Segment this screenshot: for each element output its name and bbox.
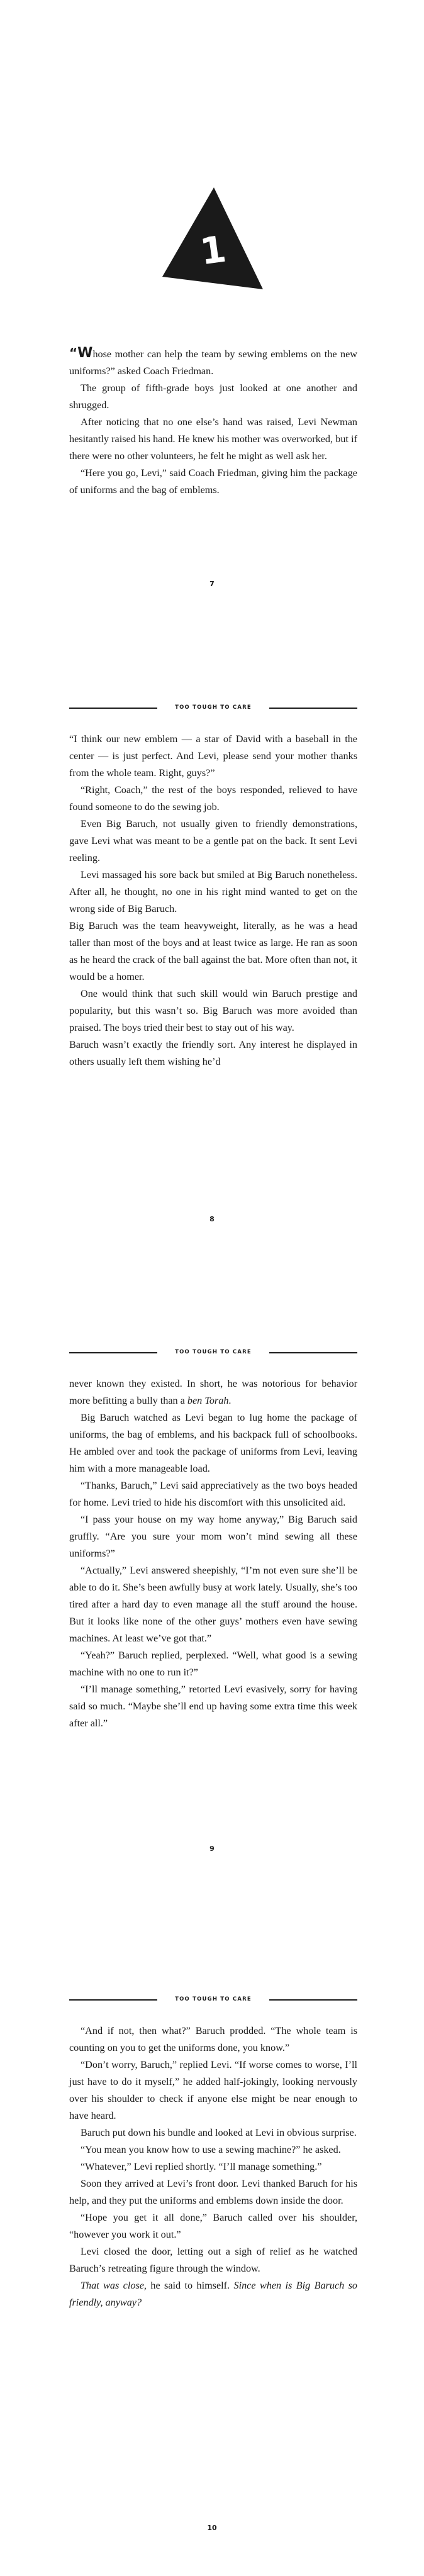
rule-right (269, 1352, 357, 1353)
paragraph: Levi closed the door, letting out a sigh of relief as he watched Baruch’s retreating figure through the window. (69, 2246, 357, 2274)
page-8-body (69, 731, 357, 1070)
paragraph: Big Baruch was the team heavyweight, literally, as he was a head taller than most of the boys and at least twice as large. He ran as soon as he heard the crack of the ball against the bat. More often than not, it would be a homer. (69, 920, 357, 982)
paragraph (69, 2277, 357, 2311)
opening-quote: “ (69, 345, 78, 360)
paragraph: Soon they arrived at Levi’s front door. Levi thanked Baruch for his help, and they put the uniforms and emblems down inside the door. (69, 2178, 357, 2206)
paragraph: After noticing that no one else’s hand was raised, Levi Newman hesitantly raised his hand. He knew his mother was overworked, but if there were no other volunteers, he felt he might as well ask her. (69, 416, 357, 462)
page-number: 7 (209, 580, 215, 588)
paragraph-text: . (228, 1395, 232, 1406)
rule-right (269, 1999, 357, 2001)
paragraph-text: never known they existed. In short, he was notorious for behavior more befitting a bully than a (69, 1378, 357, 1406)
chapter-number-triangle (159, 182, 265, 292)
paragraph: “Here you go, Levi,” said Coach Friedman, giving him the package of uniforms and the bag of emblems. (69, 467, 357, 496)
paragraph: Baruch wasn’t exactly the friendly sort. Any interest he displayed in others usually left them wishing he’d (69, 1039, 357, 1067)
paragraph: Levi massaged his sore back but smiled at Big Baruch nonetheless. After all, he thought, no one in his right mind wanted to get on the wrong side of Big Baruch. (69, 869, 357, 914)
paragraph: “Right, Coach,” the rest of the boys responded, relieved to have found someone to do the sewing job. (69, 784, 357, 813)
running-head (69, 1995, 357, 2004)
page-7 (0, 0, 424, 641)
paragraph: “You mean you know how to use a sewing machine?” he asked. (81, 2144, 341, 2155)
italic-term: ben Torah (187, 1395, 229, 1406)
page-7-body (69, 345, 357, 499)
drop-cap: W (77, 345, 93, 361)
paragraph: Big Baruch watched as Levi began to lug home the package of uniforms, the bag of emblems, and his backpack full of schoolbooks. He ambled over and took the package of uniforms from Levi, leaving him with a more manageable load. (69, 1412, 357, 1474)
rule-left (69, 1999, 157, 2001)
chapter-number: 1 (198, 227, 229, 274)
page-10-body (69, 2023, 357, 2311)
rule-right (269, 708, 357, 709)
page-9 (0, 1286, 424, 1931)
paragraph (69, 1375, 357, 1409)
page-number: 9 (209, 1845, 215, 1853)
paragraph: The group of fifth-grade boys just looked at one another and shrugged. (69, 382, 357, 411)
paragraph: “Thanks, Baruch,” Levi said appreciatively as the two boys headed for home. Levi tried to hide his discomfort with this unsolicited aid. (69, 1480, 357, 1508)
paragraph: “I’ll manage something,” retorted Levi evasively, sorry for having said so much. “Maybe she’ll end up having some extra time this week after all.” (69, 1684, 357, 1729)
running-head (69, 703, 357, 712)
running-head-title: TOO TOUGH TO CARE (175, 1996, 252, 2002)
italic-thought: Since when is Big Baruch so friendly, anyway? (69, 2280, 358, 2308)
page-10 (0, 1931, 424, 2576)
page-number: 8 (209, 1215, 215, 1223)
paragraph: “Don’t worry, Baruch,” replied Levi. “If worse comes to worse, I’ll just have to do it myself,” he added half-jokingly, looking nervously over his shoulder to check if anyone else might be near enough to have heard. (69, 2059, 357, 2121)
rule-left (69, 1352, 157, 1353)
paragraph: “And if not, then what?” Baruch prodded. “The whole team is counting on you to get the uniforms done, you know.” (69, 2025, 357, 2053)
running-head-title: TOO TOUGH TO CARE (175, 1349, 252, 1355)
page-number: 10 (207, 2524, 217, 2532)
paragraph-text: he said to himself. (146, 2280, 234, 2291)
paragraph: “Yeah?” Baruch replied, perplexed. “Well, what good is a sewing machine with no one to run it?” (69, 1650, 357, 1678)
paragraph-text: hose mother can help the team by sewing emblems on the new uniforms?” asked Coach Friedman. (69, 348, 357, 377)
page-8 (0, 641, 424, 1286)
paragraph: One would think that such skill would win Baruch prestige and popularity, but this wasn’t so. Big Baruch was more avoided than praised. The boys tried their best to stay out of his way. (69, 988, 357, 1033)
paragraph: Even Big Baruch, not usually given to friendly demonstrations, gave Levi what was meant to be a gentle pat on the back. It sent Levi reeling. (69, 818, 357, 863)
paragraph: “I pass your house on my way home anyway,” Big Baruch said gruffly. “Are you sure your mom won’t mind sewing all these uniforms?” (69, 1514, 357, 1559)
rule-left (69, 708, 157, 709)
paragraph: “I think our new emblem — a star of David with a baseball in the center — is just perfect. And Levi, please send your mother thanks from the whole team. Right, guys?” (69, 733, 357, 779)
paragraph: “Actually,” Levi answered sheepishly, “I’m not even sure she’ll be able to do it. She’s been awfully busy at work lately. Usually, she’s too tired after a hard day to even manage all the stuff around the house. But it looks like none of the other guys’ mothers even have sewing machines. At least we’ve got that.” (69, 1565, 357, 1644)
paragraph: Baruch put down his bundle and looked at Levi in obvious surprise. (81, 2127, 357, 2138)
paragraph: “Hope you get it all done,” Baruch called over his shoulder, “however you work it out.” (69, 2212, 357, 2240)
running-head (69, 1348, 357, 1357)
paragraph (69, 345, 357, 380)
page-9-body (69, 1375, 357, 1732)
paragraph: “Whatever,” Levi replied shortly. “I’ll manage something.” (81, 2161, 322, 2172)
running-head-title: TOO TOUGH TO CARE (175, 704, 252, 711)
italic-thought: That was close, (81, 2280, 147, 2291)
